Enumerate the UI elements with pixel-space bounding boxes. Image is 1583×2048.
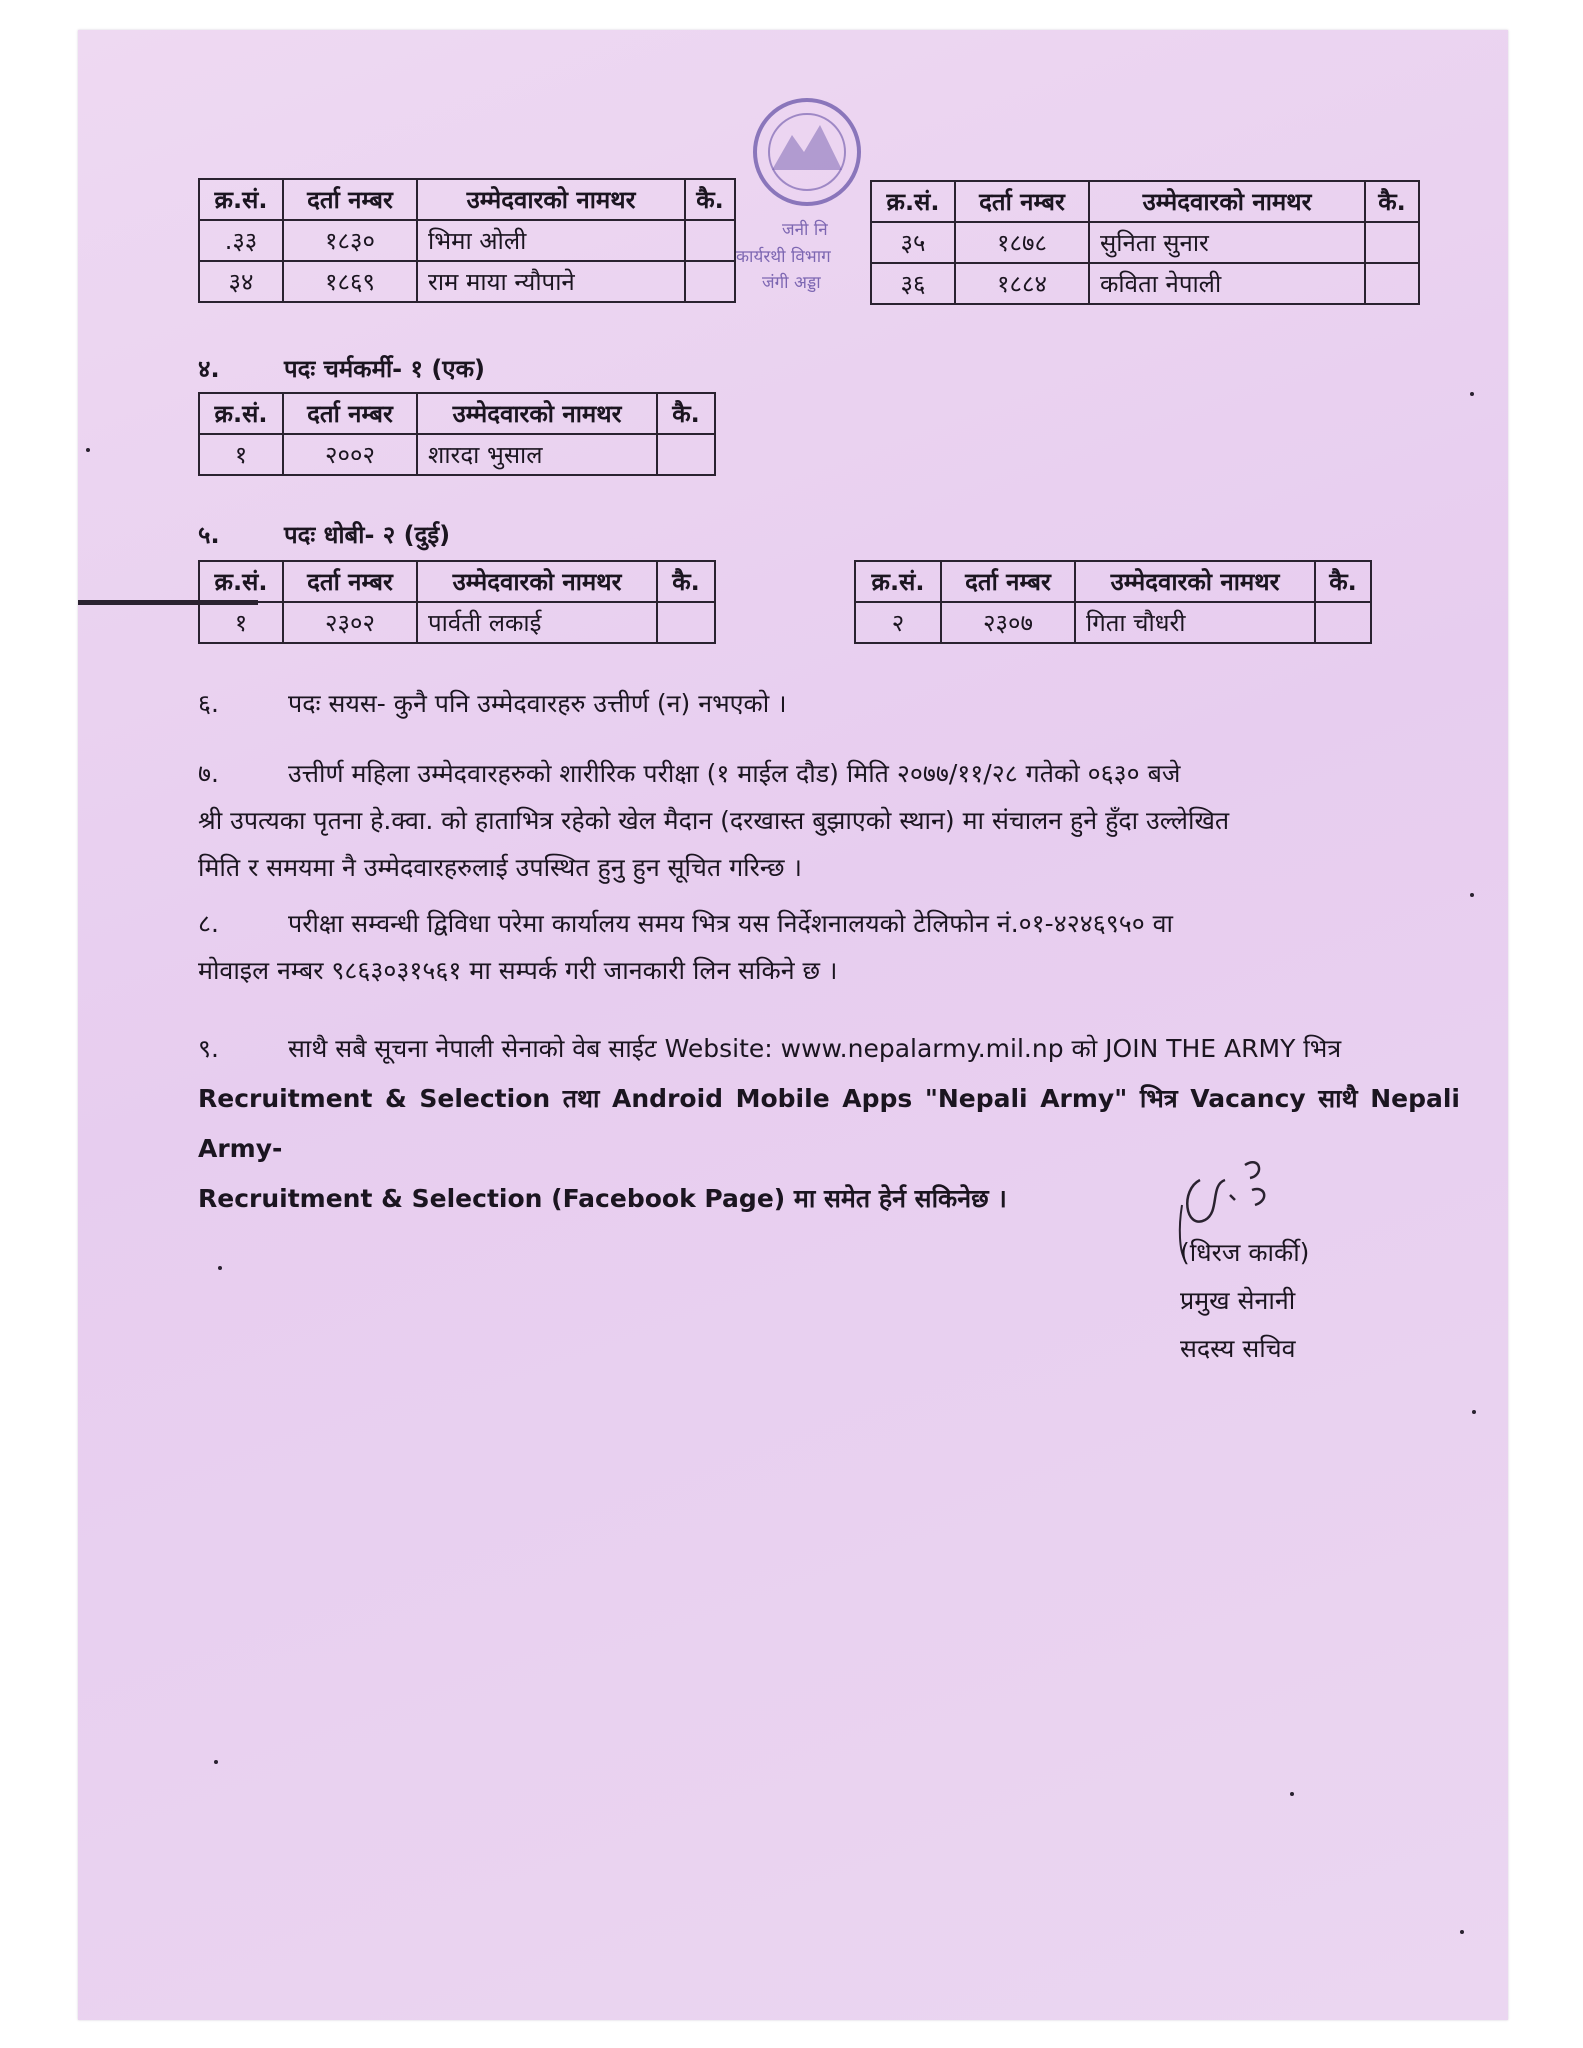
table-top-left — [198, 178, 736, 303]
section-9-number: ९. — [198, 1034, 219, 1063]
cell-serial: .३३ — [199, 220, 283, 261]
cell-name: गिता चौधरी — [1075, 602, 1315, 643]
section-6-number: ६. — [198, 689, 219, 718]
header-name: उम्मेदवारको नामथर — [1089, 181, 1365, 222]
scan-speck — [1290, 1792, 1294, 1796]
header-reg-no: दर्ता नम्बर — [283, 393, 417, 434]
section-7-number: ७. — [198, 759, 219, 788]
section-7-line-1: उत्तीर्ण महिला उम्मेदवारहरुको शारीरिक परीक्षा (१ माईल दौड) मिति २०७७/११/२८ गतेको ०६३० बजे — [288, 759, 1181, 788]
cell-reg-no: १८८४ — [955, 263, 1089, 304]
cell-reg-no: २३०७ — [941, 602, 1075, 643]
cell-remarks — [657, 434, 715, 475]
scan-speck — [218, 1266, 222, 1270]
scan-speck — [214, 1760, 218, 1764]
table-section-5-left — [198, 560, 716, 644]
header-serial: क्र.सं. — [199, 561, 283, 602]
scan-speck — [1470, 392, 1474, 396]
cell-remarks — [685, 261, 735, 302]
header-serial: क्र.सं. — [871, 181, 955, 222]
table-header-row — [199, 179, 735, 220]
header-serial: क्र.सं. — [199, 179, 283, 220]
section-8-number: ८. — [198, 909, 219, 938]
section-7-line-3: मिति र समयमा नै उम्मेदवारहरुलाई उपस्थित हुनु हुन सूचित गरिन्छ । — [198, 853, 802, 882]
signatory-rank: प्रमुख सेनानी — [1180, 1286, 1296, 1315]
cell-remarks — [685, 220, 735, 261]
cell-name: भिमा ओली — [417, 220, 685, 261]
header-reg-no: दर्ता नम्बर — [955, 181, 1089, 222]
section-5-title: पदः धोबी- २ (दुई) — [284, 521, 451, 549]
table-header-row — [199, 561, 715, 602]
scan-speck — [1460, 1930, 1464, 1934]
header-remarks: कै. — [657, 393, 715, 434]
section-7 — [198, 750, 1460, 891]
scan-speck — [86, 448, 90, 452]
cell-reg-no: २००२ — [283, 434, 417, 475]
header-name: उम्मेदवारको नामथर — [417, 393, 657, 434]
cell-serial: १ — [199, 434, 283, 475]
table-section-5-right — [854, 560, 1372, 644]
section-4-title: पदः चर्मकर्मी- १ (एक) — [284, 355, 485, 383]
header-reg-no: दर्ता नम्बर — [283, 561, 417, 602]
cell-remarks — [1365, 222, 1419, 263]
header-remarks: कै. — [657, 561, 715, 602]
cell-name: शारदा भुसाल — [417, 434, 657, 475]
stamp-line-3: जंगी अड्डा — [762, 273, 821, 293]
scan-speck — [1472, 1410, 1476, 1414]
header-name: उम्मेदवारको नामथर — [417, 561, 657, 602]
cell-name: सुनिता सुनार — [1089, 222, 1365, 263]
section-9-line-3: Recruitment & Selection (Facebook Page) मा समेत हेर्न सकिनेछ । — [198, 1184, 1007, 1213]
cell-remarks — [1365, 263, 1419, 304]
table-row — [199, 220, 735, 261]
table-header-row — [199, 393, 715, 434]
section-6 — [198, 680, 1460, 727]
section-9-line-1: साथै सबै सूचना नेपाली सेनाको वेब साईट Website: www.nepalarmy.mil.np को JOIN THE ARMY भित्र — [288, 1034, 1342, 1063]
header-serial: क्र.सं. — [199, 393, 283, 434]
cell-reg-no: २३०२ — [283, 602, 417, 643]
cell-remarks — [1315, 602, 1371, 643]
table-header-row — [871, 181, 1419, 222]
cell-serial: ३४ — [199, 261, 283, 302]
header-remarks: कै. — [1365, 181, 1419, 222]
cell-serial: ३६ — [871, 263, 955, 304]
table-top-right — [870, 180, 1420, 305]
section-8 — [198, 900, 1460, 994]
cell-serial: २ — [855, 602, 941, 643]
cell-serial: ३५ — [871, 222, 955, 263]
header-name: उम्मेदवारको नामथर — [417, 179, 685, 220]
section-8-line-1: परीक्षा सम्वन्धी द्विविधा परेमा कार्यालय समय भित्र यस निर्देशनालयको टेलिफोन नं.०१-४२४६९५० वा — [288, 909, 1174, 938]
table-row — [199, 602, 715, 643]
cell-name: राम माया न्यौपाने — [417, 261, 685, 302]
section-5-number: ५. — [198, 521, 220, 549]
section-7-line-2: श्री उपत्यका पृतना हे.क्वा. को हाताभित्र रहेको खेल मैदान (दरखास्त बुझाएको स्थान) मा संचालन हुने हुँदा उल्लेखित — [198, 806, 1230, 835]
cell-reg-no: १८३० — [283, 220, 417, 261]
table-row — [871, 263, 1419, 304]
cell-reg-no: १८६९ — [283, 261, 417, 302]
signatory-role: सदस्य सचिव — [1180, 1334, 1296, 1363]
cell-name: पार्वती लकाई — [417, 602, 657, 643]
table-header-row — [855, 561, 1371, 602]
cell-remarks — [657, 602, 715, 643]
header-remarks: कै. — [1315, 561, 1371, 602]
header-name: उम्मेदवारको नामथर — [1075, 561, 1315, 602]
section-9-line-2: Recruitment & Selection तथा Android Mobile Apps "Nepali Army" भित्र Vacancy साथै Nepali Army- — [198, 1084, 1460, 1163]
scan-speck — [1470, 893, 1474, 897]
header-reg-no: दर्ता नम्बर — [941, 561, 1075, 602]
cell-name: कविता नेपाली — [1089, 263, 1365, 304]
table-row — [199, 434, 715, 475]
table-section-4 — [198, 392, 716, 476]
header-serial: क्र.सं. — [855, 561, 941, 602]
stamp-line-2: कार्यरथी विभाग — [736, 247, 831, 267]
signatory-name: (धिरज कार्की) — [1180, 1238, 1310, 1267]
cell-serial: १ — [199, 602, 283, 643]
section-6-text: पदः सयस- कुनै पनि उम्मेदवारहरु उत्तीर्ण (न) नभएको । — [288, 689, 787, 718]
section-8-line-2: मोवाइल नम्बर ९८६३०३१५६१ मा सम्पर्क गरी जानकारी लिन सकिने छ । — [198, 956, 838, 985]
cell-reg-no: १८७८ — [955, 222, 1089, 263]
header-remarks: कै. — [685, 179, 735, 220]
stamp-line-1: जनी नि — [782, 220, 828, 240]
table-row — [199, 261, 735, 302]
official-stamp-icon — [732, 90, 882, 300]
header-reg-no: दर्ता नम्बर — [283, 179, 417, 220]
table-row — [855, 602, 1371, 643]
section-4-number: ४. — [198, 355, 220, 383]
table-row — [871, 222, 1419, 263]
